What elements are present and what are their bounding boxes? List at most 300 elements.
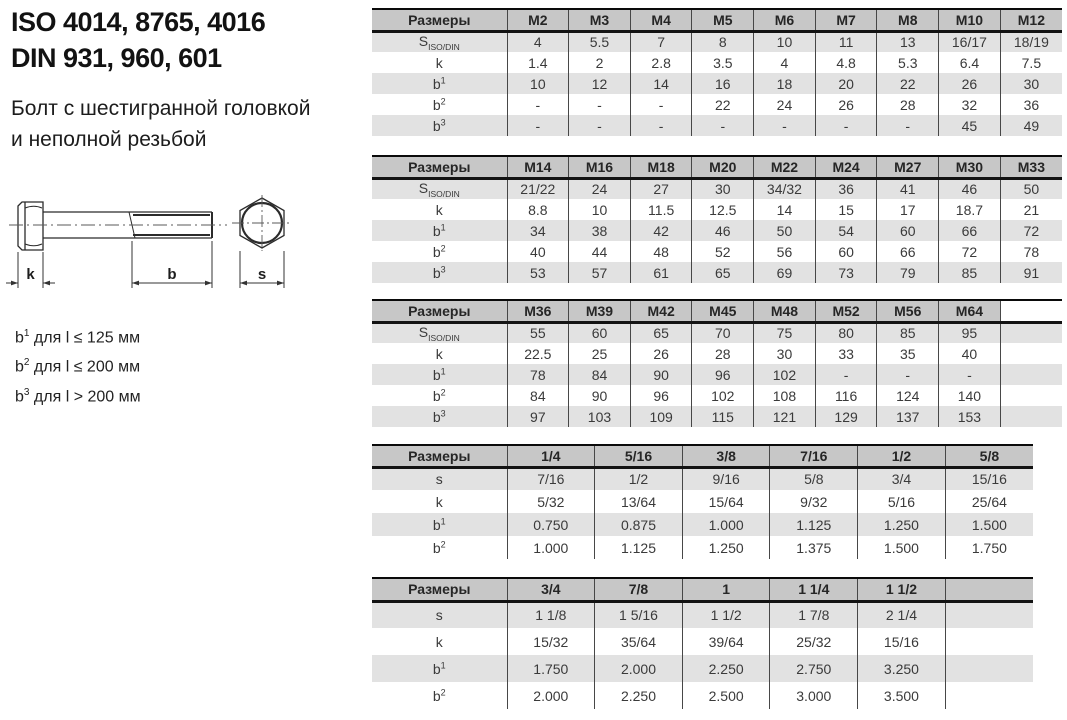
- value-cell: 12.5: [692, 199, 754, 220]
- value-cell: 109: [630, 406, 692, 427]
- value-cell: 15/32: [507, 628, 595, 655]
- value-cell: 5/32: [507, 490, 595, 513]
- value-cell: 2.000: [507, 682, 595, 709]
- value-cell: [1000, 385, 1062, 406]
- size-column-header: M6: [754, 9, 816, 31]
- value-cell: 121: [754, 406, 816, 427]
- value-cell: 61: [630, 262, 692, 283]
- value-cell: 85: [939, 262, 1001, 283]
- size-column-header: M42: [630, 300, 692, 322]
- value-cell: 2 1/4: [858, 601, 946, 628]
- value-cell: 28: [692, 343, 754, 364]
- value-cell: 85: [877, 322, 939, 343]
- size-column-header: M30: [939, 156, 1001, 178]
- value-cell: 84: [569, 364, 631, 385]
- size-column-header: M48: [754, 300, 816, 322]
- value-cell: 2.250: [595, 682, 683, 709]
- value-cell: 60: [815, 241, 877, 262]
- value-cell: 32: [939, 94, 1001, 115]
- value-cell: 103: [569, 406, 631, 427]
- value-cell: 2.500: [682, 682, 770, 709]
- value-cell: 65: [692, 262, 754, 283]
- table-row: [372, 628, 1033, 655]
- table-row: [372, 262, 1062, 283]
- value-cell: 13: [877, 31, 939, 52]
- value-cell: 1/2: [595, 467, 683, 490]
- value-cell: 8.8: [507, 199, 569, 220]
- value-cell: 1.4: [507, 52, 569, 73]
- value-cell: 35: [877, 343, 939, 364]
- value-cell: 14: [630, 73, 692, 94]
- value-cell: 55: [507, 322, 569, 343]
- table-corner-header: Размеры: [372, 578, 507, 601]
- value-cell: 66: [877, 241, 939, 262]
- value-cell: 34/32: [754, 178, 816, 199]
- bolt-side-view: [18, 202, 212, 250]
- data-table: [372, 577, 1033, 709]
- value-cell: 9/32: [770, 490, 858, 513]
- value-cell: -: [569, 115, 631, 136]
- value-cell: 25/32: [770, 628, 858, 655]
- row-label: k: [435, 633, 443, 650]
- product-description-line1: Болт с шестигранной головкой: [11, 97, 311, 120]
- table-row: [372, 94, 1062, 115]
- size-column-header: 3/4: [507, 578, 595, 601]
- table-row: [372, 655, 1033, 682]
- value-cell: 90: [569, 385, 631, 406]
- value-cell: 1 1/8: [507, 601, 595, 628]
- value-cell: 1.375: [770, 536, 858, 559]
- row-label: $b^3$: [372, 115, 507, 136]
- row-label: k: [435, 493, 443, 510]
- table-row: [372, 385, 1062, 406]
- value-cell: 15/64: [682, 490, 770, 513]
- footnote-line: $b^2$ для l ≤ 200 мм: [15, 357, 141, 376]
- table-row: [372, 536, 1033, 559]
- size-column-header: M7: [815, 9, 877, 31]
- value-cell: 10: [507, 73, 569, 94]
- size-column-header: 1: [682, 578, 770, 601]
- value-cell: 28: [877, 94, 939, 115]
- table-row: [372, 343, 1062, 364]
- row-label: $b^3$: [372, 262, 507, 283]
- dimension-lines: [6, 241, 284, 288]
- table-row: [372, 199, 1062, 220]
- table-row: [372, 513, 1033, 536]
- value-cell: 25: [569, 343, 631, 364]
- row-label: $b^3$: [372, 406, 507, 427]
- table-corner-header: Размеры: [372, 445, 507, 467]
- size-column-header: M27: [877, 156, 939, 178]
- value-cell: 1 7/8: [770, 601, 858, 628]
- value-cell: 26: [630, 343, 692, 364]
- value-cell: 52: [692, 241, 754, 262]
- value-cell: [945, 601, 1033, 628]
- value-cell: -: [754, 115, 816, 136]
- value-cell: -: [692, 115, 754, 136]
- value-cell: 44: [569, 241, 631, 262]
- value-cell: -: [939, 364, 1001, 385]
- table-row: [372, 682, 1033, 709]
- value-cell: 40: [939, 343, 1001, 364]
- value-cell: 22: [692, 94, 754, 115]
- value-cell: 2.250: [682, 655, 770, 682]
- value-cell: 95: [939, 322, 1001, 343]
- value-cell: 1 5/16: [595, 601, 683, 628]
- row-label: $b^1$: [372, 655, 507, 682]
- size-column-header: M20: [692, 156, 754, 178]
- size-column-header: M22: [754, 156, 816, 178]
- value-cell: 39/64: [682, 628, 770, 655]
- value-cell: 17: [877, 199, 939, 220]
- size-column-header: M64: [939, 300, 1001, 322]
- dim-label-s: s: [257, 266, 267, 283]
- value-cell: 3/4: [858, 467, 946, 490]
- value-cell: 79: [877, 262, 939, 283]
- value-cell: 24: [754, 94, 816, 115]
- value-cell: [1000, 364, 1062, 385]
- footnote-line: $b^1$ для l ≤ 125 мм: [15, 328, 141, 347]
- value-cell: [1000, 322, 1062, 343]
- value-cell: 15/16: [945, 467, 1033, 490]
- value-cell: 11.5: [630, 199, 692, 220]
- value-cell: 60: [569, 322, 631, 343]
- value-cell: 30: [1000, 73, 1062, 94]
- size-column-header: 1 1/4: [770, 578, 858, 601]
- value-cell: 50: [754, 220, 816, 241]
- size-column-header: 1 1/2: [858, 578, 946, 601]
- size-column-header: 3/8: [682, 445, 770, 467]
- size-column-header: 1/4: [507, 445, 595, 467]
- value-cell: 54: [815, 220, 877, 241]
- data-table: [372, 8, 1062, 136]
- table-row: [372, 601, 1033, 628]
- standards-title-block: [11, 4, 265, 76]
- row-label: $S_{ISO/DIN}$: [372, 31, 507, 52]
- dim-label-k: k: [26, 266, 35, 283]
- value-cell: 18/19: [1000, 31, 1062, 52]
- value-cell: 6.4: [939, 52, 1001, 73]
- value-cell: -: [877, 364, 939, 385]
- row-label: k: [435, 54, 443, 71]
- value-cell: 1.500: [945, 513, 1033, 536]
- size-column-header: M33: [1000, 156, 1062, 178]
- value-cell: 116: [815, 385, 877, 406]
- table-row: [372, 490, 1033, 513]
- table-row: [372, 364, 1062, 385]
- value-cell: 21/22: [507, 178, 569, 199]
- row-label: $b^1$: [372, 364, 507, 385]
- table-imperial-large: [372, 577, 1033, 709]
- value-cell: 34: [507, 220, 569, 241]
- product-description-line2: и неполной резьбой: [11, 128, 207, 151]
- size-column-header: 7/16: [770, 445, 858, 467]
- value-cell: 3.5: [692, 52, 754, 73]
- size-column-header: M2: [507, 9, 569, 31]
- value-cell: 21: [1000, 199, 1062, 220]
- size-column-header: [1000, 300, 1062, 322]
- value-cell: 40: [507, 241, 569, 262]
- value-cell: 129: [815, 406, 877, 427]
- value-cell: [1000, 406, 1062, 427]
- dim-label-b: b: [167, 266, 177, 283]
- value-cell: 4: [507, 31, 569, 52]
- row-label: k: [435, 201, 443, 218]
- size-column-header: 1/2: [858, 445, 946, 467]
- value-cell: 90: [630, 364, 692, 385]
- value-cell: 30: [754, 343, 816, 364]
- value-cell: 22.5: [507, 343, 569, 364]
- value-cell: 20: [815, 73, 877, 94]
- value-cell: 96: [630, 385, 692, 406]
- value-cell: 80: [815, 322, 877, 343]
- table-row: [372, 220, 1062, 241]
- data-table: [372, 299, 1062, 427]
- value-cell: 60: [877, 220, 939, 241]
- value-cell: 2: [569, 52, 631, 73]
- value-cell: 57: [569, 262, 631, 283]
- table-row: [372, 406, 1062, 427]
- value-cell: 26: [939, 73, 1001, 94]
- value-cell: 3.000: [770, 682, 858, 709]
- value-cell: 15: [815, 199, 877, 220]
- value-cell: 1.125: [595, 536, 683, 559]
- value-cell: 137: [877, 406, 939, 427]
- value-cell: -: [507, 94, 569, 115]
- size-column-header: M36: [507, 300, 569, 322]
- value-cell: 24: [569, 178, 631, 199]
- size-column-header: M5: [692, 9, 754, 31]
- value-cell: 0.750: [507, 513, 595, 536]
- table-metric-m36-m64: [372, 299, 1062, 427]
- value-cell: 102: [692, 385, 754, 406]
- value-cell: 49: [1000, 115, 1062, 136]
- value-cell: 1.750: [945, 536, 1033, 559]
- footnotes: [15, 321, 141, 409]
- table-row: [372, 73, 1062, 94]
- iso-standards-line: ISO 4014, 8765, 4016: [11, 7, 266, 37]
- value-cell: 70: [692, 322, 754, 343]
- value-cell: 41: [877, 178, 939, 199]
- value-cell: -: [569, 94, 631, 115]
- row-label: $b^1$: [372, 220, 507, 241]
- value-cell: 75: [754, 322, 816, 343]
- value-cell: 50: [1000, 178, 1062, 199]
- value-cell: -: [630, 94, 692, 115]
- value-cell: 48: [630, 241, 692, 262]
- row-label: $S_{ISO/DIN}$: [372, 322, 507, 343]
- value-cell: 10: [754, 31, 816, 52]
- size-column-header: M14: [507, 156, 569, 178]
- value-cell: 35/64: [595, 628, 683, 655]
- value-cell: 91: [1000, 262, 1062, 283]
- row-label: $b^2$: [432, 687, 446, 704]
- value-cell: 3.250: [858, 655, 946, 682]
- row-label: $S_{ISO/DIN}$: [372, 178, 507, 199]
- size-column-header: M45: [692, 300, 754, 322]
- table-row: [372, 178, 1062, 199]
- table-metric-m2-m12: [372, 8, 1062, 136]
- value-cell: 45: [939, 115, 1001, 136]
- value-cell: 96: [692, 364, 754, 385]
- value-cell: 2.8: [630, 52, 692, 73]
- table-corner-header: Размеры: [372, 300, 507, 322]
- value-cell: 8: [692, 31, 754, 52]
- row-label: $b^2$: [432, 539, 446, 556]
- value-cell: 56: [754, 241, 816, 262]
- table-row: [372, 467, 1033, 490]
- din-standards-line: DIN 931, 960, 601: [11, 43, 222, 73]
- value-cell: 42: [630, 220, 692, 241]
- value-cell: 69: [754, 262, 816, 283]
- table-imperial-small: [372, 444, 1033, 559]
- value-cell: 97: [507, 406, 569, 427]
- value-cell: 5.3: [877, 52, 939, 73]
- size-column-header: 5/16: [595, 445, 683, 467]
- value-cell: 5/16: [858, 490, 946, 513]
- size-column-header: M18: [630, 156, 692, 178]
- value-cell: 7/16: [507, 467, 595, 490]
- value-cell: 18.7: [939, 199, 1001, 220]
- table-corner-header: Размеры: [372, 156, 507, 178]
- value-cell: 66: [939, 220, 1001, 241]
- row-label: $b^1$: [372, 513, 507, 536]
- value-cell: -: [507, 115, 569, 136]
- value-cell: [945, 655, 1033, 682]
- size-column-header: M8: [877, 9, 939, 31]
- size-column-header: M52: [815, 300, 877, 322]
- value-cell: 140: [939, 385, 1001, 406]
- value-cell: 2.000: [595, 655, 683, 682]
- value-cell: 16: [692, 73, 754, 94]
- value-cell: 72: [1000, 220, 1062, 241]
- value-cell: 5/8: [770, 467, 858, 490]
- value-cell: 46: [939, 178, 1001, 199]
- size-column-header: M24: [815, 156, 877, 178]
- data-table: [372, 155, 1062, 283]
- row-label: s: [372, 601, 507, 628]
- value-cell: 9/16: [682, 467, 770, 490]
- size-column-header: 5/8: [945, 445, 1033, 467]
- value-cell: 14: [754, 199, 816, 220]
- value-cell: 7.5: [1000, 52, 1062, 73]
- table-metric-m14-m33: [372, 155, 1062, 283]
- row-label: $b^2$: [432, 387, 446, 404]
- value-cell: 2.750: [770, 655, 858, 682]
- value-cell: -: [815, 364, 877, 385]
- value-cell: 36: [815, 178, 877, 199]
- bolt-technical-drawing: [5, 185, 335, 310]
- value-cell: 3.500: [858, 682, 946, 709]
- value-cell: 73: [815, 262, 877, 283]
- size-column-header: 7/8: [595, 578, 683, 601]
- value-cell: -: [877, 115, 939, 136]
- value-cell: [945, 682, 1033, 709]
- value-cell: 26: [815, 94, 877, 115]
- value-cell: 1.250: [858, 513, 946, 536]
- value-cell: 1.000: [507, 536, 595, 559]
- size-column-header: [945, 578, 1033, 601]
- value-cell: 5.5: [569, 31, 631, 52]
- value-cell: 53: [507, 262, 569, 283]
- footnote-line: $b^3$ для l > 200 мм: [15, 386, 141, 405]
- size-column-header: M12: [1000, 9, 1062, 31]
- value-cell: 30: [692, 178, 754, 199]
- value-cell: 15/16: [858, 628, 946, 655]
- value-cell: [1000, 343, 1062, 364]
- value-cell: 10: [569, 199, 631, 220]
- size-column-header: M16: [569, 156, 631, 178]
- product-description: [11, 93, 310, 155]
- value-cell: 11: [815, 31, 877, 52]
- value-cell: 124: [877, 385, 939, 406]
- value-cell: [945, 628, 1033, 655]
- value-cell: 1.000: [682, 513, 770, 536]
- value-cell: 78: [507, 364, 569, 385]
- row-label: s: [372, 467, 507, 490]
- value-cell: 25/64: [945, 490, 1033, 513]
- value-cell: 4: [754, 52, 816, 73]
- value-cell: 18: [754, 73, 816, 94]
- value-cell: 1 1/2: [682, 601, 770, 628]
- value-cell: 0.875: [595, 513, 683, 536]
- table-corner-header: Размеры: [372, 9, 507, 31]
- value-cell: 72: [939, 241, 1001, 262]
- size-column-header: M4: [630, 9, 692, 31]
- value-cell: 115: [692, 406, 754, 427]
- value-cell: 38: [569, 220, 631, 241]
- value-cell: 84: [507, 385, 569, 406]
- table-row: [372, 52, 1062, 73]
- size-column-header: M3: [569, 9, 631, 31]
- row-label: $b^2$: [432, 243, 446, 260]
- value-cell: 33: [815, 343, 877, 364]
- data-table: [372, 444, 1033, 559]
- value-cell: 22: [877, 73, 939, 94]
- row-label: $b^1$: [372, 73, 507, 94]
- size-column-header: M39: [569, 300, 631, 322]
- table-row: [372, 31, 1062, 52]
- value-cell: 4.8: [815, 52, 877, 73]
- value-cell: 153: [939, 406, 1001, 427]
- row-label: $b^2$: [432, 96, 446, 113]
- value-cell: 1.250: [682, 536, 770, 559]
- value-cell: 13/64: [595, 490, 683, 513]
- value-cell: 108: [754, 385, 816, 406]
- value-cell: 65: [630, 322, 692, 343]
- value-cell: 78: [1000, 241, 1062, 262]
- size-column-header: M10: [939, 9, 1001, 31]
- row-label: k: [435, 345, 443, 362]
- table-row: [372, 322, 1062, 343]
- value-cell: 46: [692, 220, 754, 241]
- table-row: [372, 241, 1062, 262]
- value-cell: 1.750: [507, 655, 595, 682]
- value-cell: -: [815, 115, 877, 136]
- value-cell: 7: [630, 31, 692, 52]
- size-column-header: M56: [877, 300, 939, 322]
- bolt-end-view: [232, 195, 292, 251]
- value-cell: 102: [754, 364, 816, 385]
- value-cell: 27: [630, 178, 692, 199]
- value-cell: 1.125: [770, 513, 858, 536]
- value-cell: -: [630, 115, 692, 136]
- value-cell: 12: [569, 73, 631, 94]
- value-cell: 1.500: [858, 536, 946, 559]
- value-cell: 36: [1000, 94, 1062, 115]
- table-row: [372, 115, 1062, 136]
- value-cell: 16/17: [939, 31, 1001, 52]
